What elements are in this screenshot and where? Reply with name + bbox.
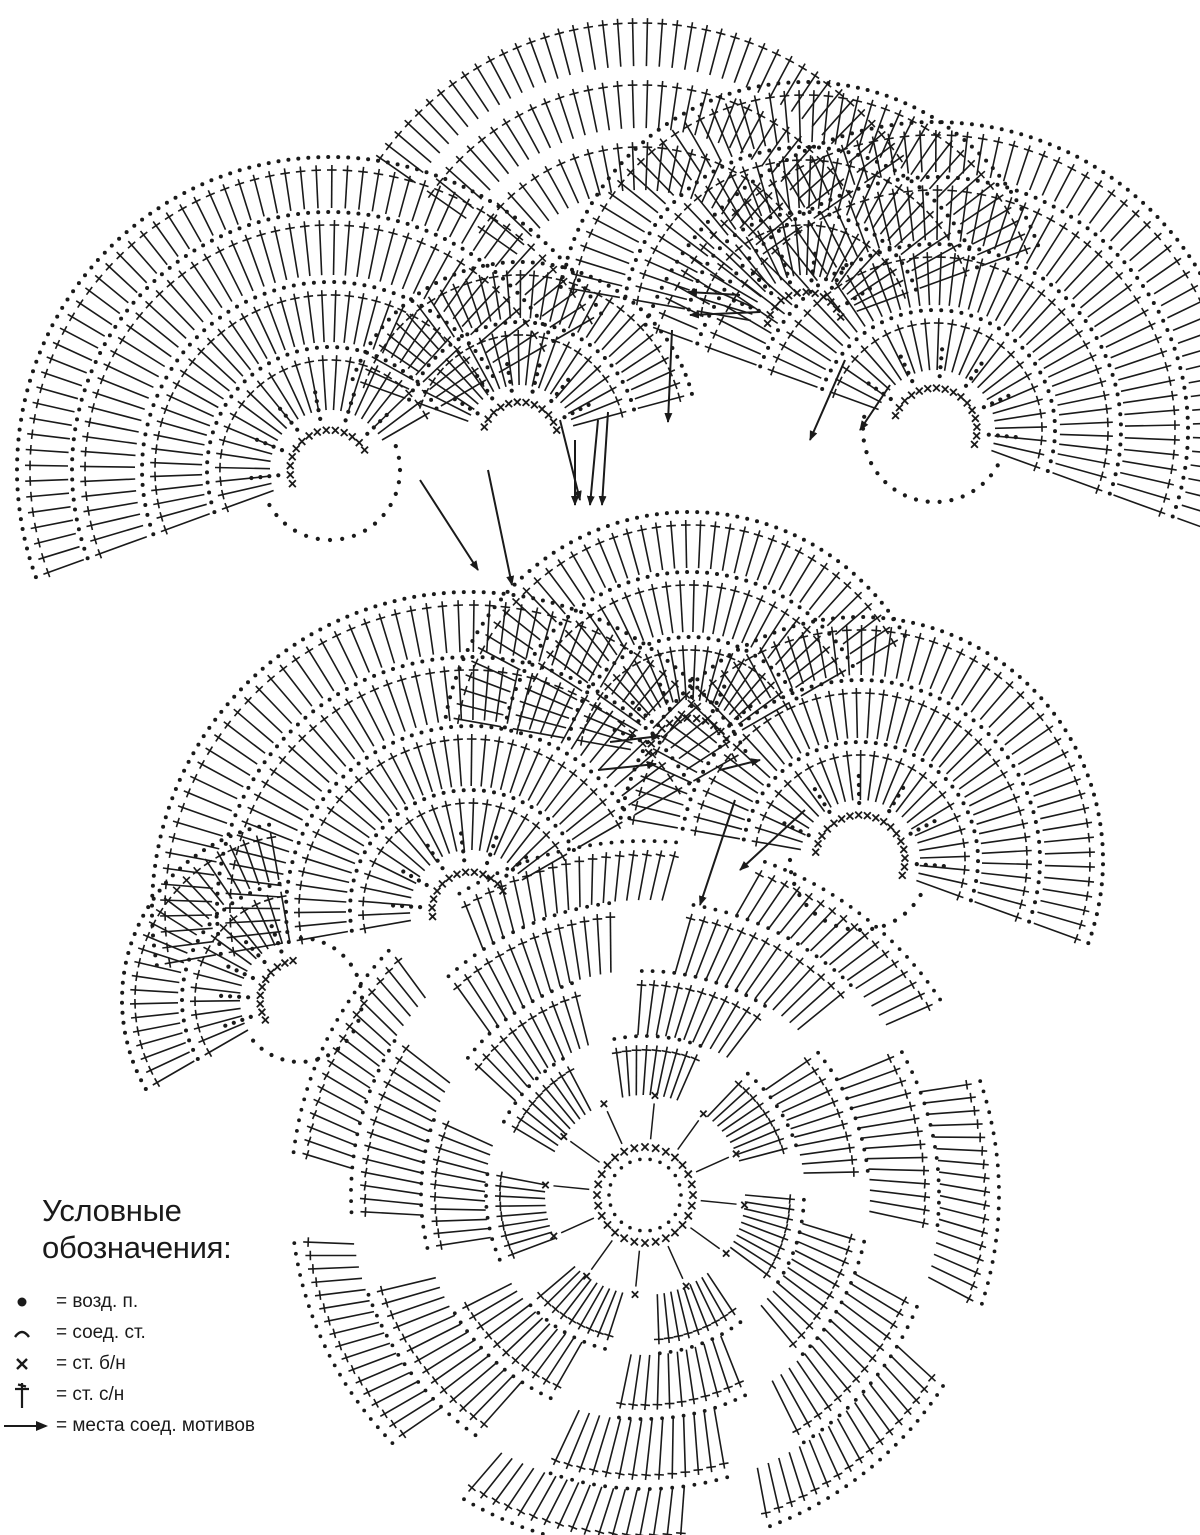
join-arrow [700,800,735,905]
motif-middle-right [619,615,1105,945]
motif-upper-center [351,260,694,434]
legend-label-single: = ст. б/н [56,1353,126,1374]
legend-label-double: = ст. с/н [56,1384,125,1405]
chain-stitch-dot-icon [0,1288,56,1316]
motif-middle-left [150,590,747,968]
single-crochet-cross-icon [0,1350,56,1378]
motif-top-small [559,80,1040,327]
motif-top-right [644,120,1200,537]
motif-bottom [292,839,1001,1535]
legend-row-single [0,1350,126,1378]
join-arrow [420,480,478,570]
join-arrow [560,420,580,500]
legend-row-slip [0,1319,146,1347]
join-arrow [488,470,512,585]
legend-row-double [0,1381,124,1409]
legend-label-chain: = возд. п. [56,1291,139,1312]
motif-join-arrow-icon [0,1412,56,1440]
join-arrow [860,385,890,430]
join-arrow [810,360,845,440]
slip-stitch-arc-icon [0,1319,56,1347]
double-crochet-dagger-icon [0,1381,56,1409]
motif-center [444,510,907,756]
legend-row-chain [0,1288,138,1316]
legend-title: Условные обозначения: [42,1193,232,1265]
join-arrow [602,412,608,505]
legend-row-join [0,1412,255,1440]
join-arrow [598,764,656,770]
motif-top-left [15,155,603,579]
legend-label-slip: = соед. ст. [56,1322,146,1343]
legend-label-join: = места соед. мотивов [56,1415,255,1436]
join-arrow [590,420,598,505]
